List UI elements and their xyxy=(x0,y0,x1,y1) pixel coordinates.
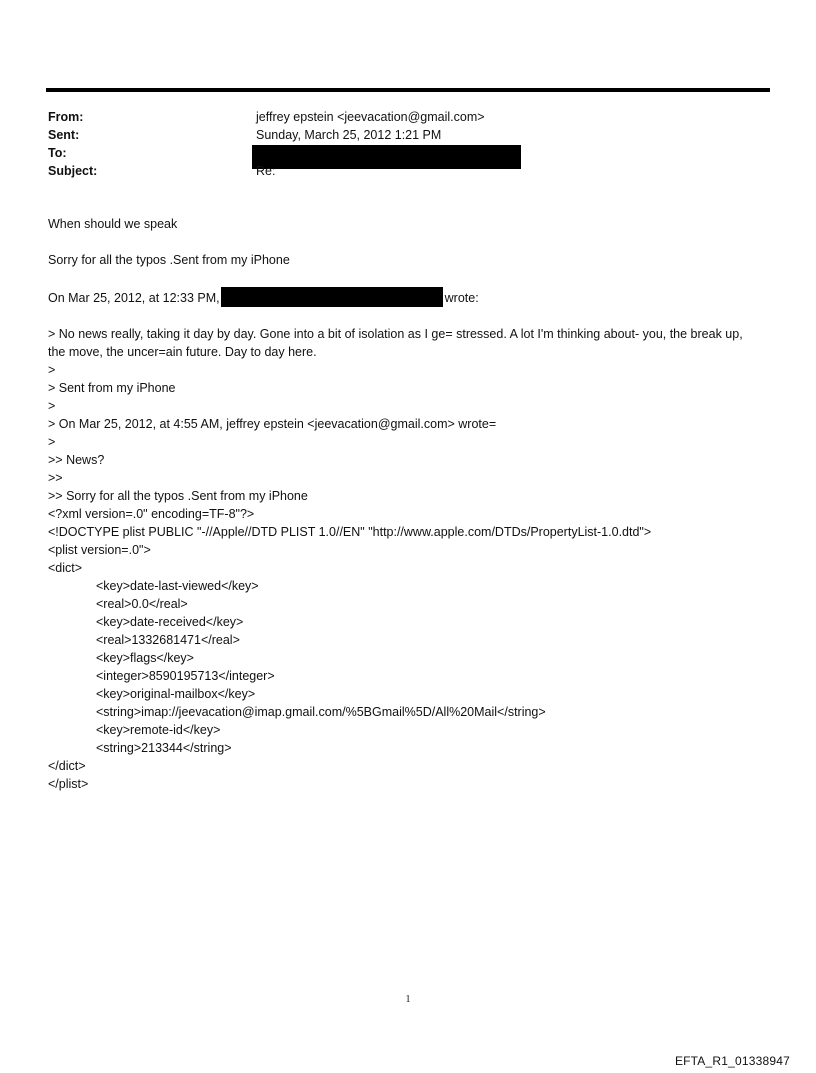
bates-number: EFTA_R1_01338947 xyxy=(674,1054,790,1068)
xml-dict-line: <key>flags</key> xyxy=(96,651,194,665)
xml-dict-line: <key>remote-id</key> xyxy=(96,723,221,737)
wrote-line xyxy=(48,287,758,307)
quoted-line: >> xyxy=(48,471,63,485)
quoted-line: > xyxy=(48,363,56,377)
from-value: jeffrey epstein <jeevacation@gmail.com> xyxy=(256,110,485,124)
sent-value: Sunday, March 25, 2012 1:21 PM xyxy=(256,128,442,142)
sent-row xyxy=(48,126,748,144)
xml-line: <?xml version=.0" encoding=TF-8"?> xyxy=(48,507,255,521)
quoted-line: > Sent from my iPhone xyxy=(48,381,176,395)
to-row xyxy=(48,144,748,162)
quoted-line: >> News? xyxy=(48,453,105,467)
xml-line: </plist> xyxy=(48,777,89,791)
quoted-line: > xyxy=(48,399,56,413)
quoted-line: > No news really, taking it day by day. Gone into a bit of isolation as I ge= stressed. A lot I'm thinking about- you, the break up, the move, the uncer=ain future. Day to day here. xyxy=(48,327,747,359)
redaction-box-sender xyxy=(221,287,443,307)
xml-dict-line: <key>date-last-viewed</key> xyxy=(96,579,259,593)
email-header xyxy=(48,108,748,180)
xml-line: <plist version=.0"> xyxy=(48,543,151,557)
xml-dict-line: <string>213344</string> xyxy=(96,741,232,755)
xml-dict-line: <string>imap://jeevacation@imap.gmail.com/%5BGmail%5D/All%20Mail</string> xyxy=(96,705,546,719)
body-line: Sorry for all the typos .Sent from my iPhone xyxy=(48,253,290,267)
subject-value: Re: xyxy=(256,164,276,178)
from-row xyxy=(48,108,748,126)
quoted-line: >> Sorry for all the typos .Sent from my iPhone xyxy=(48,489,308,503)
from-label: From: xyxy=(48,110,84,124)
xml-dict-line: <integer>8590195713</integer> xyxy=(96,669,275,683)
page-number: 1 xyxy=(405,994,411,1005)
sent-label: Sent: xyxy=(48,128,80,142)
to-label: To: xyxy=(48,146,67,160)
xml-dict-line: <real>1332681471</real> xyxy=(96,633,240,647)
xml-dict-line: <key>date-received</key> xyxy=(96,615,244,629)
wrote-prefix: On Mar 25, 2012, at 12:33 PM, xyxy=(48,291,220,305)
xml-line: <dict> xyxy=(48,561,83,575)
quoted-line: > On Mar 25, 2012, at 4:55 AM, jeffrey epstein <jeevacation@gmail.com> wrote= xyxy=(48,417,497,431)
subject-label: Subject: xyxy=(48,164,98,178)
header-divider xyxy=(46,88,770,92)
quoted-line: > xyxy=(48,435,56,449)
email-body xyxy=(48,215,758,793)
xml-dict-line: <real>0.0</real> xyxy=(96,597,188,611)
body-line: When should we speak xyxy=(48,217,178,231)
xml-line: </dict> xyxy=(48,759,86,773)
xml-line: <!DOCTYPE plist PUBLIC "-//Apple//DTD PLIST 1.0//EN" "http://www.apple.com/DTDs/PropertyList-1.0.dtd"> xyxy=(48,525,652,539)
subject-row xyxy=(48,162,748,180)
wrote-suffix: wrote: xyxy=(444,291,479,305)
xml-dict-line: <key>original-mailbox</key> xyxy=(96,687,256,701)
